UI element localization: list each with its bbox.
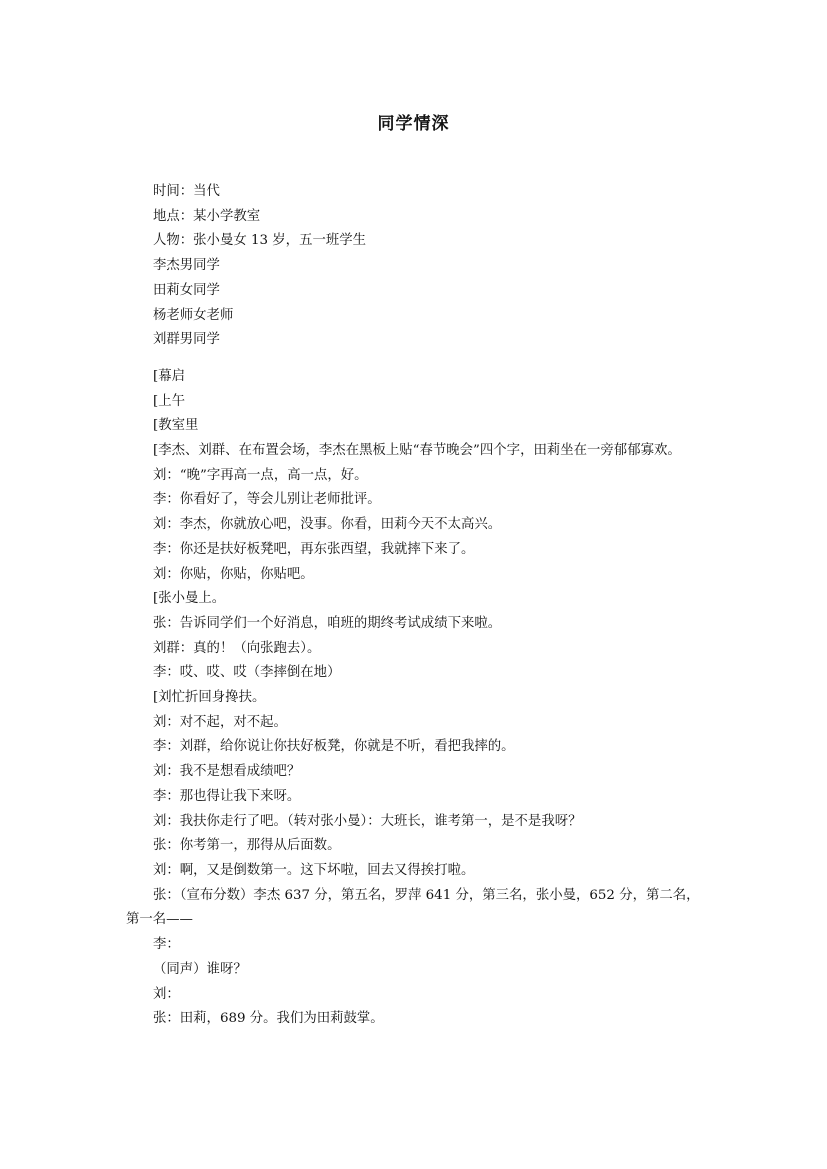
dialogue-line: 刘：你贴，你贴，你贴吧。 (153, 566, 314, 582)
document-title: 同学情深 (377, 114, 450, 134)
dialogue-line: 李：那也得让我下来呀。 (153, 788, 301, 804)
stage-direction: [上午 (153, 393, 186, 409)
document-body (126, 180, 706, 1032)
character-yang: 杨老师女老师 (153, 307, 234, 323)
dialogue-line: 李：你看好了，等会儿别让老师批评。 (153, 492, 381, 508)
characters-line: 人物：张小曼女 13 岁，五一班学生 (153, 233, 367, 249)
dialogue-line: 刘：我扶你走行了吧。（转对张小曼）：大班长，谁考第一，是不是我呀？ (153, 813, 582, 829)
dialogue-line: 张：田莉，689 分。我们为田莉鼓掌。 (153, 1011, 384, 1027)
time-line: 时间：当代 (153, 184, 220, 199)
dialogue-line: 李：你还是扶好板凳吧，再东张西望，我就摔下来了。 (153, 541, 475, 557)
dialogue-line: 刘：李杰，你就放心吧，没事。你看，田莉今天不太高兴。 (153, 517, 502, 533)
character-tian: 田莉女同学 (153, 282, 220, 298)
dialogue-line: 刘：“晚”字再高一点，高一点，好。 (153, 467, 368, 483)
character-li: 李杰男同学 (153, 258, 220, 274)
stage-direction: [张小曼上。 (153, 591, 226, 607)
stage-direction: [刘忙折回身搀扶。 (153, 690, 266, 706)
dialogue-line: （同声）谁呀？ (153, 961, 247, 977)
stage-direction: [李杰、刘群、在布置会场，李杰在黑板上贴“春节晚会”四个字，田莉坐在一旁郁郁寡欢。 (153, 443, 681, 459)
dialogue-line: 张：你考第一，那得从后面数。 (153, 838, 341, 854)
dialogue-line: 李：哎、哎、哎（李摔倒在地） (153, 665, 341, 681)
dialogue-line: 刘：啊，又是倒数第一。这下坏啦，回去又得挨打啦。 (153, 862, 475, 878)
dialogue-line: 张：（宣布分数）李杰 637 分，第五名，罗萍 641 分，第三名，张小曼，652 分，第二名，第一名—— (126, 887, 700, 928)
dialogue-line: 李： (153, 937, 180, 953)
dialogue-line: 刘： (153, 986, 180, 1002)
stage-direction: [幕启 (153, 368, 186, 384)
section-gap (126, 353, 706, 365)
dialogue-line: 李：刘群，给你说让你扶好板凳，你就是不听，看把我摔的。 (153, 739, 515, 755)
dialogue-line: 张：告诉同学们一个好消息，咱班的期终考试成绩下来啦。 (153, 615, 502, 631)
dialogue-line: 刘群：真的！（向张跑去）。 (153, 640, 321, 656)
stage-direction: [教室里 (153, 418, 199, 434)
character-liu: 刘群男同学 (153, 332, 220, 348)
dialogue-line: 刘：我不是想看成绩吧？ (153, 764, 301, 780)
place-line: 地点：某小学教室 (153, 208, 261, 224)
dialogue-line: 刘：对不起，对不起。 (153, 714, 287, 730)
